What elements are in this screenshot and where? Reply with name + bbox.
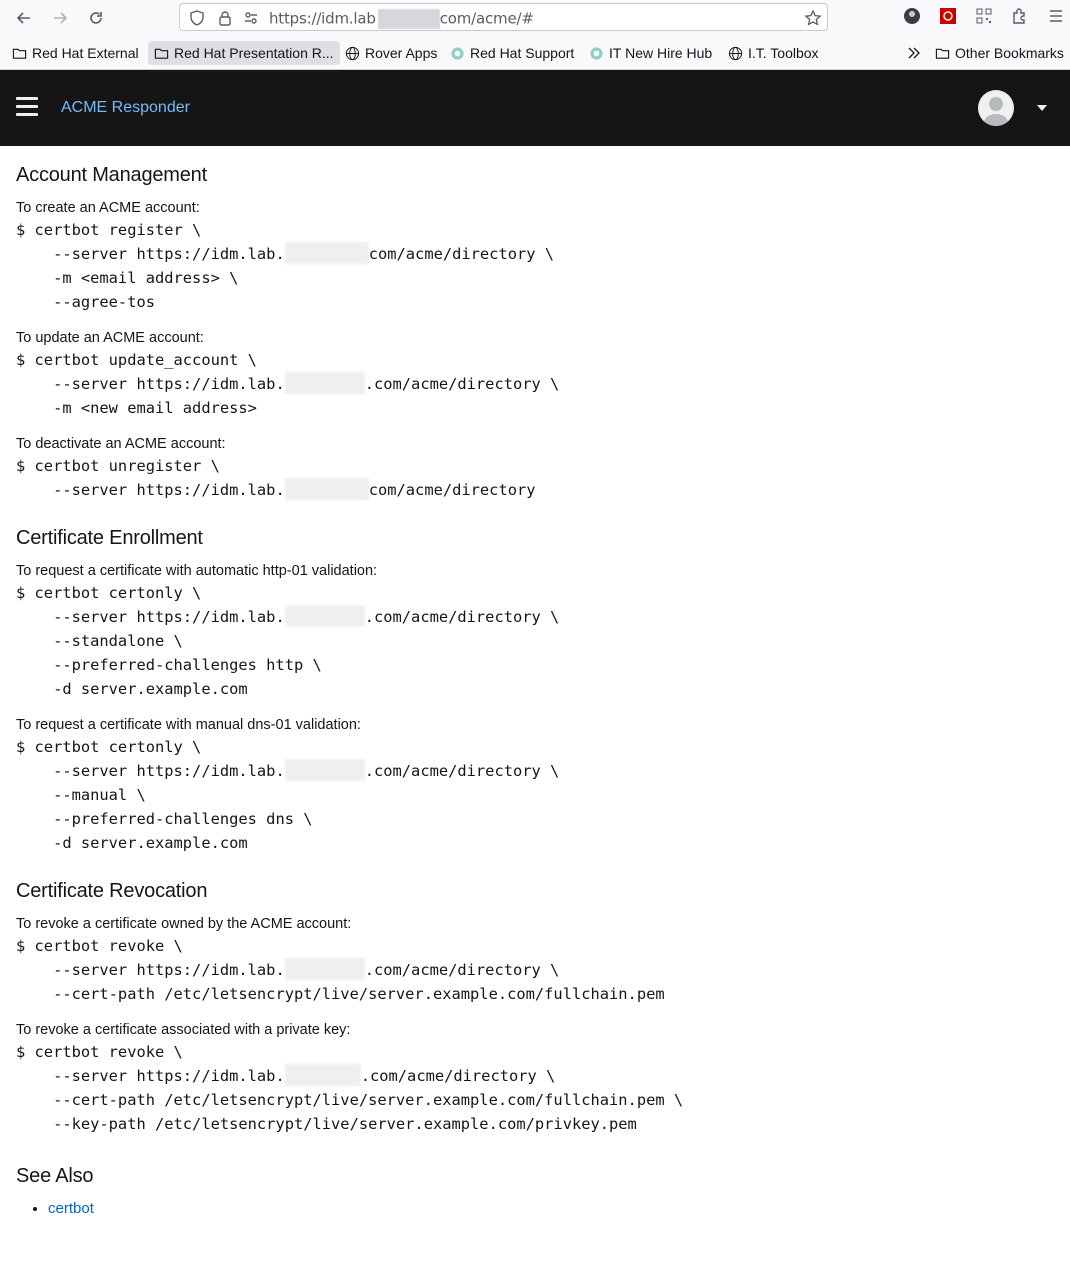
extension-redhat-icon[interactable] (938, 6, 958, 30)
globe-icon (345, 46, 360, 61)
extensions-puzzle-icon[interactable] (1010, 6, 1030, 30)
redhat-icon (589, 46, 604, 61)
url-suffix: com/acme/# (439, 9, 534, 28)
bookmark-rover-apps[interactable]: Rover Apps (345, 41, 437, 65)
redacted-block (285, 372, 365, 394)
desc-update-account: To update an ACME account: (16, 330, 204, 346)
section-title-see-also: See Also (16, 1165, 94, 1187)
qr-code-icon[interactable] (974, 6, 994, 30)
section-title-revoke: Certificate Revocation (16, 880, 208, 902)
desc-enroll-http: To request a certificate with automatic http-01 validation: (16, 563, 378, 579)
bookmark-it-new-hire-hub[interactable]: IT New Hire Hub (589, 41, 712, 65)
url-bar[interactable] (179, 3, 828, 31)
avatar[interactable] (978, 90, 1014, 126)
bookmark-other[interactable]: Other Bookmarks (935, 41, 1064, 65)
desc-revoke-owned: To revoke a certificate owned by the ACME account: (16, 916, 352, 932)
profile-icon[interactable] (902, 6, 922, 30)
redacted-block (285, 958, 365, 980)
redacted-block (285, 759, 365, 781)
section-title-account: Account Management (16, 164, 207, 186)
desc-enroll-dns: To request a certificate with manual dns-01 validation: (16, 717, 361, 733)
code-revoke-key: $ certbot revoke \ --server https://idm.lab. .com/acme/directory \ --cert-path /etc/letsencrypt/live/server.example.com/fullchain.pem \ --key-path /etc/letsencrypt/live/server.example.com/privkey.pem (16, 1043, 684, 1133)
back-icon[interactable] (13, 7, 35, 29)
redhat-icon (450, 46, 465, 61)
menu-icon[interactable] (1046, 6, 1066, 30)
bookmarks-bar (0, 36, 1070, 70)
url-text[interactable] (269, 9, 534, 29)
hamburger-menu-icon[interactable] (16, 97, 38, 117)
see-also-list (16, 1200, 1056, 1217)
redacted-block (285, 605, 365, 627)
app-masthead (0, 70, 1070, 146)
permissions-icon[interactable] (242, 9, 260, 27)
reload-icon[interactable] (85, 7, 107, 29)
list-item (48, 1200, 1056, 1217)
redacted-block (285, 478, 369, 500)
forward-icon[interactable] (49, 7, 71, 29)
folder-icon (935, 46, 950, 61)
desc-create-account: To create an ACME account: (16, 200, 200, 216)
code-update-account: $ certbot update_account \ --server https://idm.lab. .com/acme/directory \ -m <new email address> (16, 351, 560, 417)
section-title-enroll: Certificate Enrollment (16, 527, 203, 549)
bookmark-it-toolbox[interactable]: I.T. Toolbox (728, 41, 819, 65)
desc-revoke-key: To revoke a certificate associated with a private key: (16, 1022, 351, 1038)
lock-icon[interactable] (216, 9, 234, 27)
redacted-block (285, 242, 369, 264)
shield-icon[interactable] (188, 9, 206, 27)
code-create-account: $ certbot register \ --server https://idm.lab. com/acme/directory \ -m <email address> \ --agree-tos (16, 221, 555, 311)
main-content (16, 146, 1056, 1217)
code-enroll-dns: $ certbot certonly \ --server https://idm.lab. .com/acme/directory \ --manual \ --preferred-challenges dns \ -d server.example.com (16, 738, 560, 852)
redacted-block (378, 9, 440, 29)
app-brand[interactable]: ACME Responder (61, 99, 190, 116)
folder-icon (12, 46, 27, 61)
code-revoke-owned: $ certbot revoke \ --server https://idm.lab. .com/acme/directory \ --cert-path /etc/letsencrypt/live/server.example.com/fullchain.pem (16, 937, 665, 1003)
star-icon[interactable] (804, 9, 822, 27)
desc-deactivate-account: To deactivate an ACME account: (16, 436, 226, 452)
browser-toolbar (0, 0, 1070, 36)
code-deactivate-account: $ certbot unregister \ --server https://idm.lab. com/acme/directory (16, 457, 536, 499)
redacted-block (285, 1064, 361, 1086)
bookmark-red-hat-presentation[interactable]: Red Hat Presentation R... (148, 41, 340, 65)
bookmark-red-hat-support[interactable]: Red Hat Support (450, 41, 574, 65)
folder-icon (154, 46, 169, 61)
bookmark-red-hat-external[interactable]: Red Hat External (12, 41, 139, 65)
chevrons-right-icon[interactable] (906, 41, 922, 65)
globe-icon (728, 46, 743, 61)
url-prefix: https://idm.lab (269, 9, 376, 28)
code-enroll-http: $ certbot certonly \ --server https://idm.lab. .com/acme/directory \ --standalone \ --preferred-challenges http \ -d server.example.com (16, 584, 560, 698)
certbot-link[interactable]: certbot (48, 1200, 94, 1217)
caret-down-icon[interactable] (1037, 105, 1047, 111)
